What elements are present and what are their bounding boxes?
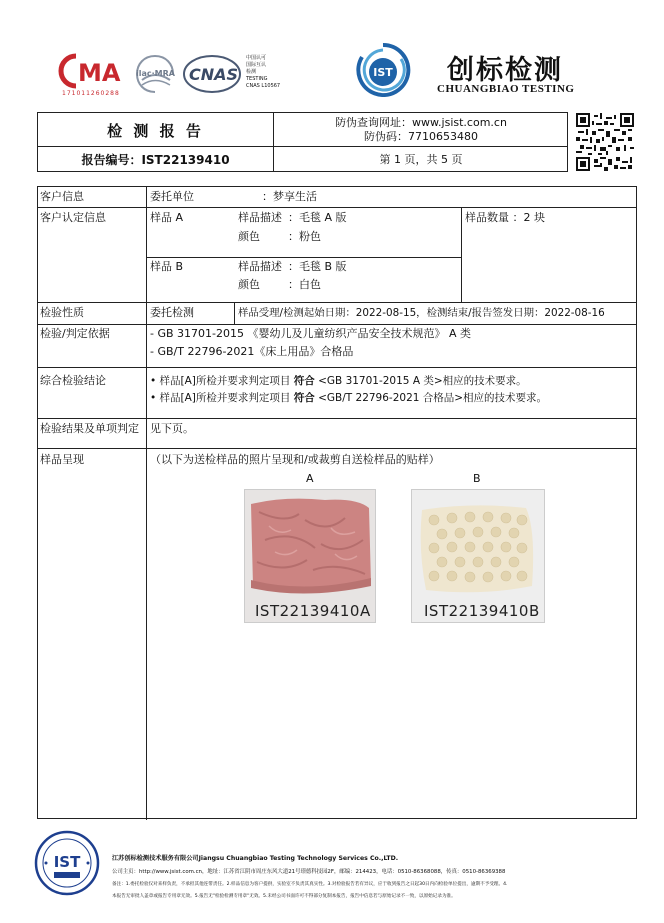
conclusion-2-pre: • 样品[A]所检并要求判定项目	[150, 392, 294, 404]
report-number: 报告编号：IST22139410	[81, 153, 230, 167]
sample-b-color-key: 颜色	[238, 278, 260, 291]
ist-logo	[354, 41, 412, 99]
photo-a-tag: A	[306, 472, 314, 485]
results-value: 见下页。	[150, 422, 194, 435]
ist-mark: IST	[373, 66, 393, 79]
client-value: ：梦享生活	[262, 190, 317, 203]
page-indicator: 第 1 页，共 5 页	[379, 153, 463, 166]
seal-text: IST	[53, 853, 81, 871]
cnas-line: TESTING	[246, 76, 268, 82]
sample-a-name: 样品 A	[150, 211, 184, 224]
conclusion-line-2	[150, 391, 547, 405]
report-table	[37, 186, 637, 819]
conclusion-line-1	[150, 374, 527, 388]
cnas-line: CNAS L10567	[246, 83, 281, 89]
client-key: 委托单位	[150, 190, 194, 203]
report-header-box	[37, 112, 568, 172]
nature-key: 委托检测	[150, 306, 194, 319]
svg-text:ilac·MRA: ilac·MRA	[136, 69, 175, 78]
cma-number: 171011260288	[62, 90, 120, 97]
brand-name-cn: 创标检测	[447, 55, 563, 86]
sample-quantity: 样品数量 ：2 块	[465, 211, 545, 224]
svg-text:MA: MA	[78, 59, 121, 87]
label-results: 检验结果及单项判定	[40, 422, 139, 435]
brand-name-en: CHUANGBIAO TESTING	[437, 83, 575, 95]
label-conclusion: 综合检验结论	[40, 374, 106, 387]
cma-logo	[58, 52, 128, 98]
sample-b-desc-val: ：毛毯 B 版	[288, 260, 347, 273]
cnas-logo	[182, 52, 244, 96]
footer-company: 江苏创标检测技术服务有限公司Jiangsu Chuangbiao Testing Technology Services Co.,LTD.	[112, 855, 399, 862]
label-nature: 检验性质	[40, 306, 84, 319]
nature-value: 样品受理/检测起始日期：2022-08-15，检测结束/报告签发日期：2022-08-16	[238, 307, 605, 319]
qr-code	[576, 113, 634, 171]
cnas-line: 国际互认	[246, 62, 267, 68]
sample-a-color-val: ：粉色	[288, 230, 321, 243]
sample-a-photo	[244, 489, 376, 623]
footer-note-1: 备注：1.委托检验仅对来样负责，不承担其他连带责任。2.样品信息为客户提供，实验室不负责其真实性。3.对检验报告若有异议，应于收到报告之日起30日内向检验单位提出，逾期不予受理。4.	[112, 882, 508, 887]
conclusion-1-verdict: 符合	[293, 375, 315, 387]
footer-address: 公司主页：http://www.jsist.com.cn，地址：江苏省江阴市周庄东风大道21号璟德科技园2F，邮编：214423，电话：0510-86368088，传真：0510-86369388	[112, 869, 506, 875]
conclusion-1-pre: • 样品[A]所检并要求判定项目	[150, 375, 294, 387]
verify-url: 防伪查询网址：www.jsist.com.cn	[335, 116, 507, 129]
footer-note-2: 本报告无审批人盖章或报告专用章无效。5.报告无"检验检测专用章"无效。5.未经公司书面许可不得部分复制本报告，报告中信息若与原始记录不一致，以原始记录为准。	[112, 894, 456, 899]
photo-b-id: IST22139410B	[424, 602, 540, 620]
conclusion-2-post: <GB/T 22796-2021 合格品>相应的技术要求。	[314, 392, 548, 404]
photo-b-tag: B	[473, 472, 481, 485]
label-client-info: 客户信息	[40, 190, 84, 203]
cnas-accreditation-text	[246, 55, 306, 90]
sample-a-desc-val: ：毛毯 A 版	[288, 211, 347, 224]
sample-b-desc-key: 样品描述	[238, 260, 282, 273]
label-basis: 检验/判定依据	[40, 327, 110, 340]
sample-a-desc-key: 样品描述	[238, 211, 282, 224]
basis-line-2: - GB/T 22796-2021《床上用品》合格品	[150, 345, 354, 358]
footer-seal	[34, 830, 100, 896]
verify-code: 防伪码：7710653480	[364, 130, 478, 143]
cnas-line: 中国认可	[246, 55, 267, 61]
conclusion-2-verdict: 符合	[293, 392, 315, 404]
presentation-caption: （以下为送检样品的照片呈现和/或裁剪自送检样品的贴样）	[150, 453, 440, 466]
sample-b-color-val: ：白色	[288, 278, 321, 291]
sample-a-color-key: 颜色	[238, 230, 260, 243]
label-client-confirmed: 客户认定信息	[40, 211, 106, 224]
report-title: 检 测 报 告	[107, 122, 204, 140]
photo-a-id: IST22139410A	[255, 602, 371, 620]
cnas-line: 检测	[246, 69, 257, 75]
conclusion-1-post: <GB 31701-2015 A 类>相应的技术要求。	[314, 375, 527, 387]
sample-b-name: 样品 B	[150, 260, 184, 273]
label-presentation: 样品呈现	[40, 453, 84, 466]
svg-text:CNAS: CNAS	[189, 65, 239, 84]
sample-b-photo	[411, 489, 545, 623]
ilac-mra-logo	[134, 52, 176, 96]
basis-line-1: - GB 31701-2015 《婴幼儿及儿童纺织产品安全技术规范》 A 类	[150, 327, 472, 340]
